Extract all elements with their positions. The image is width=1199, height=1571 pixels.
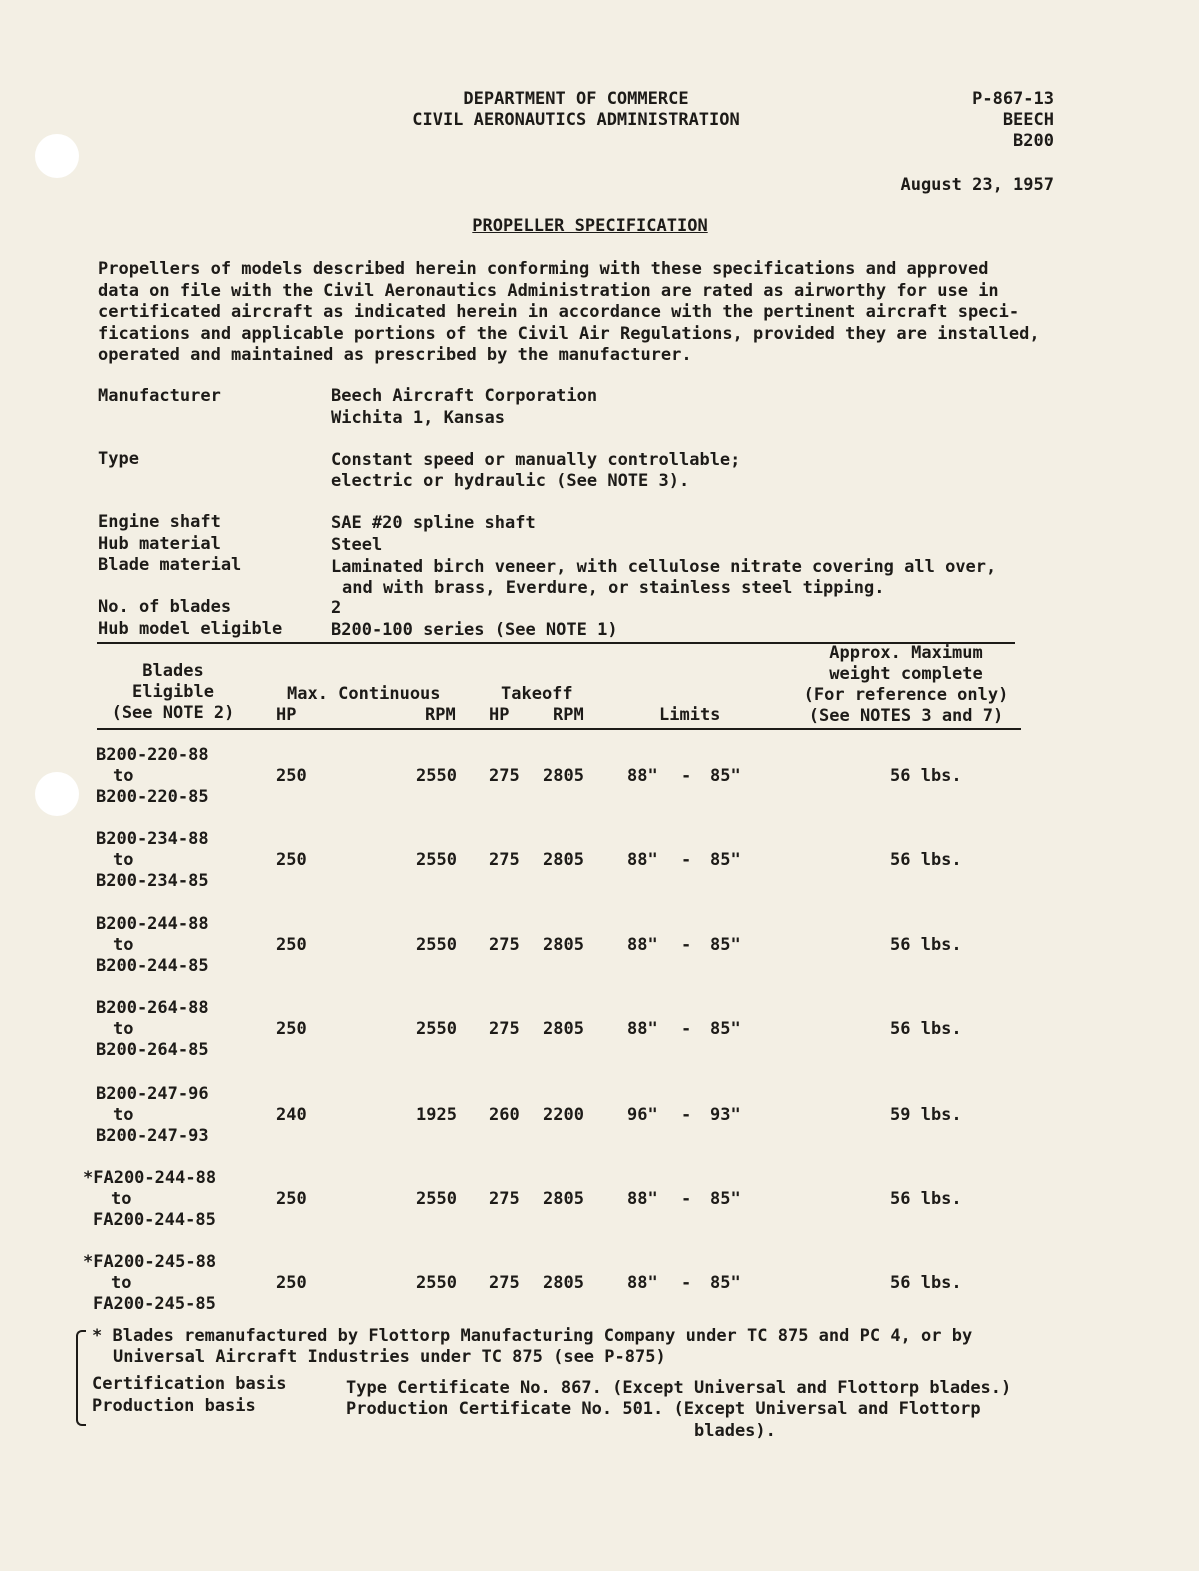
document-title: PROPELLER SPECIFICATION bbox=[472, 216, 708, 236]
cell-blade-from: *FA200-245-88 bbox=[83, 1252, 217, 1272]
cell-limit-upper: 88" bbox=[627, 1019, 658, 1039]
cell-weight: 56 lbs. bbox=[890, 850, 962, 870]
cell-limit-upper: 88" bbox=[627, 935, 658, 955]
cell-limit-lower: 85" bbox=[710, 1273, 741, 1293]
col-weight-head-4: (See NOTES 3 and 7) bbox=[808, 706, 1004, 726]
col-limits-head: Limits bbox=[659, 705, 721, 725]
footer-bracket bbox=[76, 1330, 86, 1426]
type-value: Constant speed or manually controllable; bbox=[331, 450, 741, 470]
type-value-2: electric or hydraulic (See NOTE 3). bbox=[331, 471, 690, 491]
cell-takeoff-rpm: 2805 bbox=[543, 935, 584, 955]
col-blades-head: Blades bbox=[142, 661, 204, 681]
production-label: Production basis bbox=[92, 1396, 256, 1416]
cell-blade-from: B200-247-96 bbox=[96, 1084, 209, 1104]
admin-heading: CIVIL AERONAUTICS ADMINISTRATION bbox=[412, 110, 740, 130]
cell-takeoff-rpm: 2805 bbox=[543, 1189, 584, 1209]
cell-limit-dash: - bbox=[681, 935, 692, 955]
cell-weight: 56 lbs. bbox=[890, 766, 962, 786]
production-value-2: blades). bbox=[694, 1421, 776, 1441]
cell-max-rpm: 2550 bbox=[416, 766, 457, 786]
spec-number: P-867-13 bbox=[972, 89, 1054, 109]
cell-max-hp: 250 bbox=[276, 850, 307, 870]
cell-limit-lower: 85" bbox=[710, 935, 741, 955]
cell-max-rpm: 2550 bbox=[416, 1189, 457, 1209]
cell-weight: 56 lbs. bbox=[890, 1273, 962, 1293]
punch-hole bbox=[35, 134, 79, 178]
cell-takeoff-rpm: 2805 bbox=[543, 1019, 584, 1039]
blade-material-value-2: and with brass, Everdure, or stainless steel tipping. bbox=[342, 578, 885, 598]
cell-limit-dash: - bbox=[681, 850, 692, 870]
cell-blade-to: to bbox=[111, 1273, 132, 1293]
intro-line: certificated aircraft as indicated herein in accordance with the pertinent aircraft speci- bbox=[98, 302, 1020, 322]
cell-takeoff-rpm: 2805 bbox=[543, 766, 584, 786]
col-takeoff-head: Takeoff bbox=[501, 684, 573, 704]
manufacturer-value: Beech Aircraft Corporation bbox=[331, 386, 598, 406]
cell-blade-to: to bbox=[113, 850, 134, 870]
cell-blade-to: to bbox=[113, 935, 134, 955]
intro-line: data on file with the Civil Aeronautics Administration are rated as airworthy for use in bbox=[98, 280, 999, 301]
col-blades-head-3: (See NOTE 2) bbox=[111, 703, 235, 723]
cell-limit-dash: - bbox=[681, 1019, 692, 1039]
cell-takeoff-rpm: 2200 bbox=[543, 1105, 584, 1125]
hub-model-value: B200-100 series (See NOTE 1) bbox=[331, 620, 618, 640]
intro-line: Propellers of models described herein conforming with these specifications and approved bbox=[98, 259, 989, 279]
type-label: Type bbox=[98, 449, 139, 469]
blades-label: No. of blades bbox=[98, 597, 232, 617]
cell-takeoff-hp: 275 bbox=[489, 1189, 520, 1209]
table-header-rule bbox=[97, 728, 1021, 730]
cell-limit-upper: 88" bbox=[627, 766, 658, 786]
cell-takeoff-hp: 275 bbox=[489, 766, 520, 786]
col-hp-head: HP bbox=[276, 705, 297, 725]
col-takeoff-rpm-head: RPM bbox=[553, 705, 584, 725]
cell-max-rpm: 2550 bbox=[416, 1019, 457, 1039]
cell-weight: 56 lbs. bbox=[890, 1189, 962, 1209]
intro-line: fications and applicable portions of the Civil Air Regulations, provided they are installed, bbox=[98, 323, 1040, 344]
production-value: Production Certificate No. 501. (Except Universal and Flottorp bbox=[346, 1399, 981, 1419]
cell-takeoff-hp: 275 bbox=[489, 850, 520, 870]
cell-weight: 56 lbs. bbox=[890, 1019, 962, 1039]
cell-limit-upper: 96" bbox=[627, 1105, 658, 1125]
cell-blade-from: B200-234-88 bbox=[96, 829, 209, 849]
manufacturer-address: Wichita 1, Kansas bbox=[331, 408, 505, 428]
cell-weight: 59 lbs. bbox=[890, 1105, 962, 1125]
col-weight-head: Approx. Maximum bbox=[829, 643, 983, 663]
engine-shaft-label: Engine shaft bbox=[98, 512, 221, 532]
col-rpm-head: RPM bbox=[425, 705, 456, 725]
intro-paragraph bbox=[98, 259, 1088, 367]
col-max-continuous-head: Max. Continuous bbox=[287, 684, 441, 704]
hub-material-value: Steel bbox=[331, 535, 383, 555]
cell-blade-to: to bbox=[113, 1019, 134, 1039]
cell-weight: 56 lbs. bbox=[890, 935, 962, 955]
cell-blade-end: B200-220-85 bbox=[96, 787, 209, 807]
cell-max-hp: 250 bbox=[276, 935, 307, 955]
cell-limit-dash: - bbox=[681, 766, 692, 786]
intro-line: operated and maintained as prescribed by the manufacturer. bbox=[98, 345, 692, 365]
cell-max-hp: 250 bbox=[276, 1189, 307, 1209]
certification-label: Certification basis bbox=[92, 1374, 287, 1394]
blade-material-label: Blade material bbox=[98, 555, 242, 575]
cell-max-hp: 250 bbox=[276, 766, 307, 786]
cell-takeoff-hp: 275 bbox=[489, 1019, 520, 1039]
cell-blade-to: to bbox=[111, 1189, 132, 1209]
cell-max-rpm: 2550 bbox=[416, 935, 457, 955]
col-weight-head-2: weight complete bbox=[829, 664, 983, 684]
cell-blade-end: B200-264-85 bbox=[96, 1040, 209, 1060]
punch-hole bbox=[35, 772, 79, 816]
cell-max-hp: 240 bbox=[276, 1105, 307, 1125]
cell-blade-end: FA200-245-85 bbox=[93, 1294, 216, 1314]
blades-value: 2 bbox=[331, 598, 342, 618]
make: BEECH bbox=[1002, 110, 1054, 130]
manufacturer-label: Manufacturer bbox=[98, 386, 221, 406]
cell-limit-lower: 85" bbox=[710, 1019, 741, 1039]
date: August 23, 1957 bbox=[900, 175, 1054, 195]
cell-limit-dash: - bbox=[681, 1273, 692, 1293]
cell-takeoff-rpm: 2805 bbox=[543, 850, 584, 870]
cell-blade-to: to bbox=[113, 1105, 134, 1125]
cell-takeoff-hp: 260 bbox=[489, 1105, 520, 1125]
cell-takeoff-hp: 275 bbox=[489, 1273, 520, 1293]
cell-blade-from: B200-220-88 bbox=[96, 745, 209, 765]
cell-takeoff-hp: 275 bbox=[489, 935, 520, 955]
cell-limit-upper: 88" bbox=[627, 850, 658, 870]
cell-limit-lower: 85" bbox=[710, 1189, 741, 1209]
cell-max-rpm: 1925 bbox=[416, 1105, 457, 1125]
cell-limit-lower: 85" bbox=[710, 850, 741, 870]
cell-limit-lower: 93" bbox=[710, 1105, 741, 1125]
cell-max-hp: 250 bbox=[276, 1273, 307, 1293]
cell-blade-from: B200-244-88 bbox=[96, 914, 209, 934]
cell-blade-from: B200-264-88 bbox=[96, 998, 209, 1018]
cell-limit-dash: - bbox=[681, 1105, 692, 1125]
blade-material-value: Laminated birch veneer, with cellulose nitrate covering all over, bbox=[331, 557, 997, 577]
cell-blade-end: B200-244-85 bbox=[96, 956, 209, 976]
cell-limit-dash: - bbox=[681, 1189, 692, 1209]
cell-blade-to: to bbox=[113, 766, 134, 786]
cell-blade-end: B200-247-93 bbox=[96, 1126, 209, 1146]
cell-blade-end: B200-234-85 bbox=[96, 871, 209, 891]
cell-takeoff-rpm: 2805 bbox=[543, 1273, 584, 1293]
hub-model-label: Hub model eligible bbox=[98, 619, 283, 639]
footnote: * Blades remanufactured by Flottorp Manufacturing Company under TC 875 and PC 4, or by bbox=[92, 1326, 973, 1346]
cell-limit-upper: 88" bbox=[627, 1189, 658, 1209]
cell-limit-lower: 85" bbox=[710, 766, 741, 786]
cell-limit-upper: 88" bbox=[627, 1273, 658, 1293]
hub-material-label: Hub material bbox=[98, 534, 221, 554]
model: B200 bbox=[1013, 131, 1054, 151]
engine-shaft-value: SAE #20 spline shaft bbox=[331, 513, 536, 533]
col-takeoff-hp-head: HP bbox=[489, 705, 510, 725]
dept-heading: DEPARTMENT OF COMMERCE bbox=[463, 89, 689, 109]
cell-max-rpm: 2550 bbox=[416, 1273, 457, 1293]
col-weight-head-3: (For reference only) bbox=[803, 685, 1009, 705]
cell-blade-from: *FA200-244-88 bbox=[83, 1168, 217, 1188]
footnote-2: Universal Aircraft Industries under TC 875 (see P-875) bbox=[113, 1347, 666, 1367]
cell-max-rpm: 2550 bbox=[416, 850, 457, 870]
cell-blade-end: FA200-244-85 bbox=[93, 1210, 216, 1230]
cell-max-hp: 250 bbox=[276, 1019, 307, 1039]
certification-value: Type Certificate No. 867. (Except Universal and Flottorp blades.) bbox=[346, 1378, 1012, 1398]
col-blades-head-2: Eligible bbox=[132, 682, 214, 702]
